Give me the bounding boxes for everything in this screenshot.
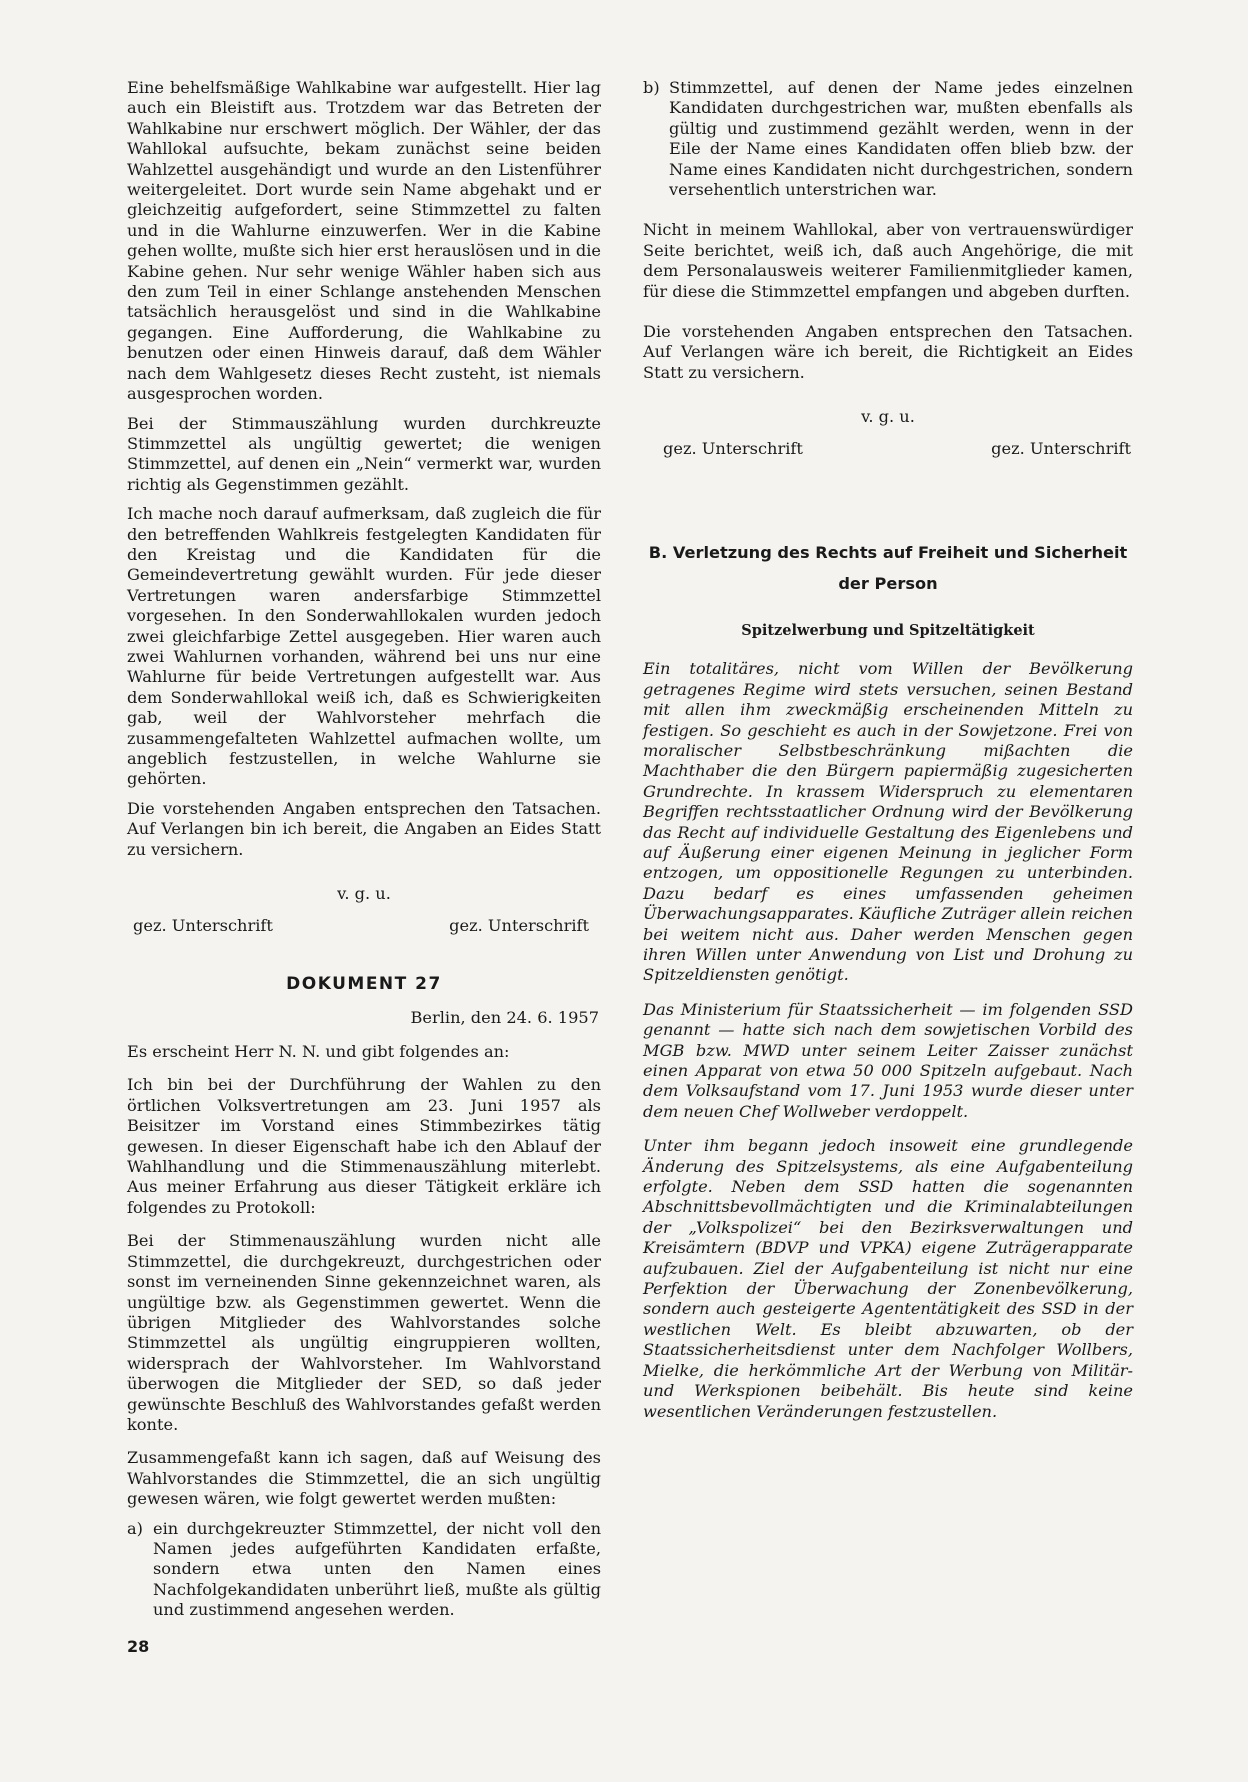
paragraph: Unter ihm begann jedoch insoweit eine grundlegende Änderung des Spitzelsystems, als eine Aufgabenteilung erfolgte. Neben dem SSD hatten die sogenannten Abschnittsbevollmächtigten und die Kriminalabteilungen der „Volkspolizei“ bei den Bezirksverwaltungen und Kreisämtern (BDVP und VPKA) eigene Zuträgerapparate aufzubauen. Ziel der Aufgabenteilung ist nicht nur eine Perfektion der Überwachung der Zonenbevölkerung, sondern auch gesteigerte Agententätigkeit des SSD in der westlichen Welt. Es bleibt abzuwarten, ob der Staatssicherheitsdienst unter dem Nachfolger Wollbers, Mielke, die herkömmliche Art der Werbung von Militär- und Werkspionen beibehält. Bis heute sind keine wesentlichen Veränderungen festzustellen. <box>643 1136 1133 1421</box>
paragraph: Ich mache noch darauf aufmerksam, daß zugleich die für den betreffenden Wahlkreis festgelegten Kandidaten für den Kreistag und die Kandidaten für die Gemeindevertretung gewählt wurden. Für jede dieser Vertretungen waren andersfarbige Stimmzettel vorgesehen. In den Sonderwahllokalen wurden jedoch zwei gleichfarbige Zettel ausgegeben. Hier waren auch zwei Wahlurnen vorhanden, während bei uns nur eine Wahlurne für beide Vertretungen aufgestellt war. Aus dem Sonderwahllokal weiß ich, daß es Schwierigkeiten gab, weil der Wahlvorsteher mehrfach die zusammengefalteten Wahlzettel aufmachen wollte, um angeblich festzustellen, in welche Wahlurne sie gehörten. <box>127 504 601 789</box>
paragraph: Es erscheint Herr N. N. und gibt folgendes an: <box>127 1042 510 1062</box>
list-marker: a) <box>127 1518 143 1538</box>
sub-heading: Spitzelwerbung und Spitzeltätigkeit <box>741 622 1035 640</box>
left-column <box>127 78 601 1630</box>
signature-right: gez. Unterschrift <box>991 439 1131 459</box>
paragraph: Ein totalitäres, nicht vom Willen der Bevölkerung getragenes Regime wird stets versuchen, seinen Bestand mit allen ihm zweckmäßig erscheinenden Mitteln zu festigen. So geschieht es auch in der Sowjetzone. Frei von moralischer Selbstbeschränkung mißachten die Machthaber die den Bürgern papiermäßig zugesicherten Grundrechte. In krassem Widerspruch zu elementaren Begriffen rechtsstaatlicher Ordnung wird der Bevölkerung das Recht auf individuelle Gestaltung des Eigenlebens und auf Äußerung einer eigenen Meinung in jeglicher Form entzogen, um oppositionelle Regungen zu unterbinden. Dazu bedarf es eines umfassenden geheimen Überwachungsapparates. Käufliche Zuträger allein reichen bei weitem nicht aus. Daher werden Menschen gegen ihren Willen unter Anwendung von List und Drohung zu Spitzeldiensten genötigt. <box>643 659 1133 985</box>
paragraph: Ich bin bei der Durchführung der Wahlen zu den örtlichen Volksvertretungen am 23. Juni 1957 als Beisitzer im Vorstand eines Stimmbezirkes tätig gewesen. In dieser Eigenschaft habe ich den Ablauf der Wahlhandlung und die Stimmenauszählung miterlebt. Aus meiner Erfahrung aus dieser Tätigkeit erkläre ich folgendes zu Protokoll: <box>127 1075 601 1217</box>
paragraph: Bei der Stimmauszählung wurden durchkreuzte Stimmzettel als ungültig gewertet; die wenigen Stimmzettel, auf denen ein „Nein“ vermerkt war, wurden richtig als Gegenstimmen gezählt. <box>127 413 601 494</box>
paragraph: Zusammengefaßt kann ich sagen, daß auf Weisung des Wahlvorstandes die Stimmzettel, die an sich ungültig gewesen wären, wie folgt gewertet werden mußten: <box>127 1448 601 1509</box>
document-heading: DOKUMENT 27 <box>286 974 442 995</box>
vgu-note: v. g. u. <box>337 884 391 904</box>
list-item <box>127 1519 601 1621</box>
signature-row <box>127 916 601 936</box>
section-heading: B. Verletzung des Rechts auf Freiheit und Sicherheit der Person <box>648 543 1128 594</box>
list-marker: b) <box>643 78 660 97</box>
paragraph: Das Ministerium für Staatssicherheit — im folgenden SSD genannt — hatte sich nach dem sowjetischen Vorbild des MGB bzw. MWD unter seinem Leiter Zaisser zunächst einen Apparat von etwa 50 000 Spitzeln aufgebaut. Nach dem Volksaufstand vom 17. Juni 1953 wurde dieser unter dem neuen Chef Wollweber verdoppelt. <box>643 999 1133 1121</box>
signature-left: gez. Unterschrift <box>663 439 803 459</box>
paragraph: Die vorstehenden Angaben entsprechen den Tatsachen. Auf Verlangen bin ich bereit, die Angaben an Eides Statt zu versichern. <box>127 798 601 859</box>
signature-row <box>643 439 1133 459</box>
signature-right: gez. Unterschrift <box>449 916 589 936</box>
list-item-text: ein durchgekreuzter Stimmzettel, der nicht voll den Namen jedes aufgeführten Kandidaten erfaßte, sondern etwa unten den Namen eines Nachfolgekandidaten unberührt ließ, mußte als gültig und zustimmend angesehen werden. <box>153 1518 601 1620</box>
page-number: 28 <box>127 1637 150 1656</box>
list-item <box>643 78 1133 200</box>
right-column <box>643 78 1133 1431</box>
paragraph: Bei der Stimmenauszählung wurden nicht alle Stimmzettel, die durchgekreuzt, durchgestrichen oder sonst im verneinenden Sinne gekennzeichnet waren, als ungültige bzw. als Gegenstimmen gewertet. Wenn die übrigen Mitglieder des Wahlvorstandes solche Stimmzettel als ungültig eingruppieren wollten, widersprach der Wahlvorsteher. Im Wahlvorstand überwogen die Mitglieder der SED, so daß jeder gewünschte Beschluß des Wahlvorstandes gefaßt werden konte. <box>127 1231 601 1434</box>
list-item-text: Stimmzettel, auf denen der Name jedes einzelnen Kandidaten durchgestrichen war, mußten ebenfalls als gültig und zustimmend gezählt werden, wenn in der Eile der Name eines Kandidaten offen blieb bzw. der Name eines Kandidaten nicht durchgestrichen, sondern versehentlich unterstrichen war. <box>669 78 1133 200</box>
paragraph: Nicht in meinem Wahllokal, aber von vertrauenswürdiger Seite berichtet, weiß ich, daß auch Angehörige, die mit dem Personalausweis weiterer Familienmitglieder kamen, für diese die Stimmzettel empfangen und abgeben durften. <box>643 220 1133 301</box>
paragraph: Die vorstehenden Angaben entsprechen den Tatsachen. Auf Verlangen wäre ich bereit, die Richtigkeit an Eides Statt zu versichern. <box>643 322 1133 382</box>
signature-left: gez. Unterschrift <box>133 916 273 936</box>
vgu-note: v. g. u. <box>861 407 915 427</box>
dateline: Berlin, den 24. 6. 1957 <box>410 1008 599 1028</box>
italic-section <box>643 659 1133 1422</box>
paragraph: Eine behelfsmäßige Wahlkabine war aufgestellt. Hier lag auch ein Bleistift aus. Trotzdem war das Betreten der Wahlkabine nur erschwert möglich. Der Wähler, der das Wahllokal aufsuchte, bekam zunächst seine beiden Wahlzettel ausgehändigt und wurde an den Listenführer weitergeleitet. Dort wurde sein Name abgehakt und er gleichzeitig aufgefordert, seine Stimmzettel zu falten und in die Wahlurne einzuwerfen. Wer in die Kabine gehen wollte, mußte sich hier erst herauslösen und in die Kabine gehen. Nur sehr wenige Wähler haben sich aus den zum Teil in einer Schlange anstehenden Menschen tatsächlich herausgelöst und sind in die Wahlkabine gegangen. Eine Aufforderung, die Wahlkabine zu benutzen oder einen Hinweis darauf, daß dem Wähler nach dem Wahlgesetz dieses Recht zusteht, ist niemals ausgesprochen worden. <box>127 78 601 404</box>
